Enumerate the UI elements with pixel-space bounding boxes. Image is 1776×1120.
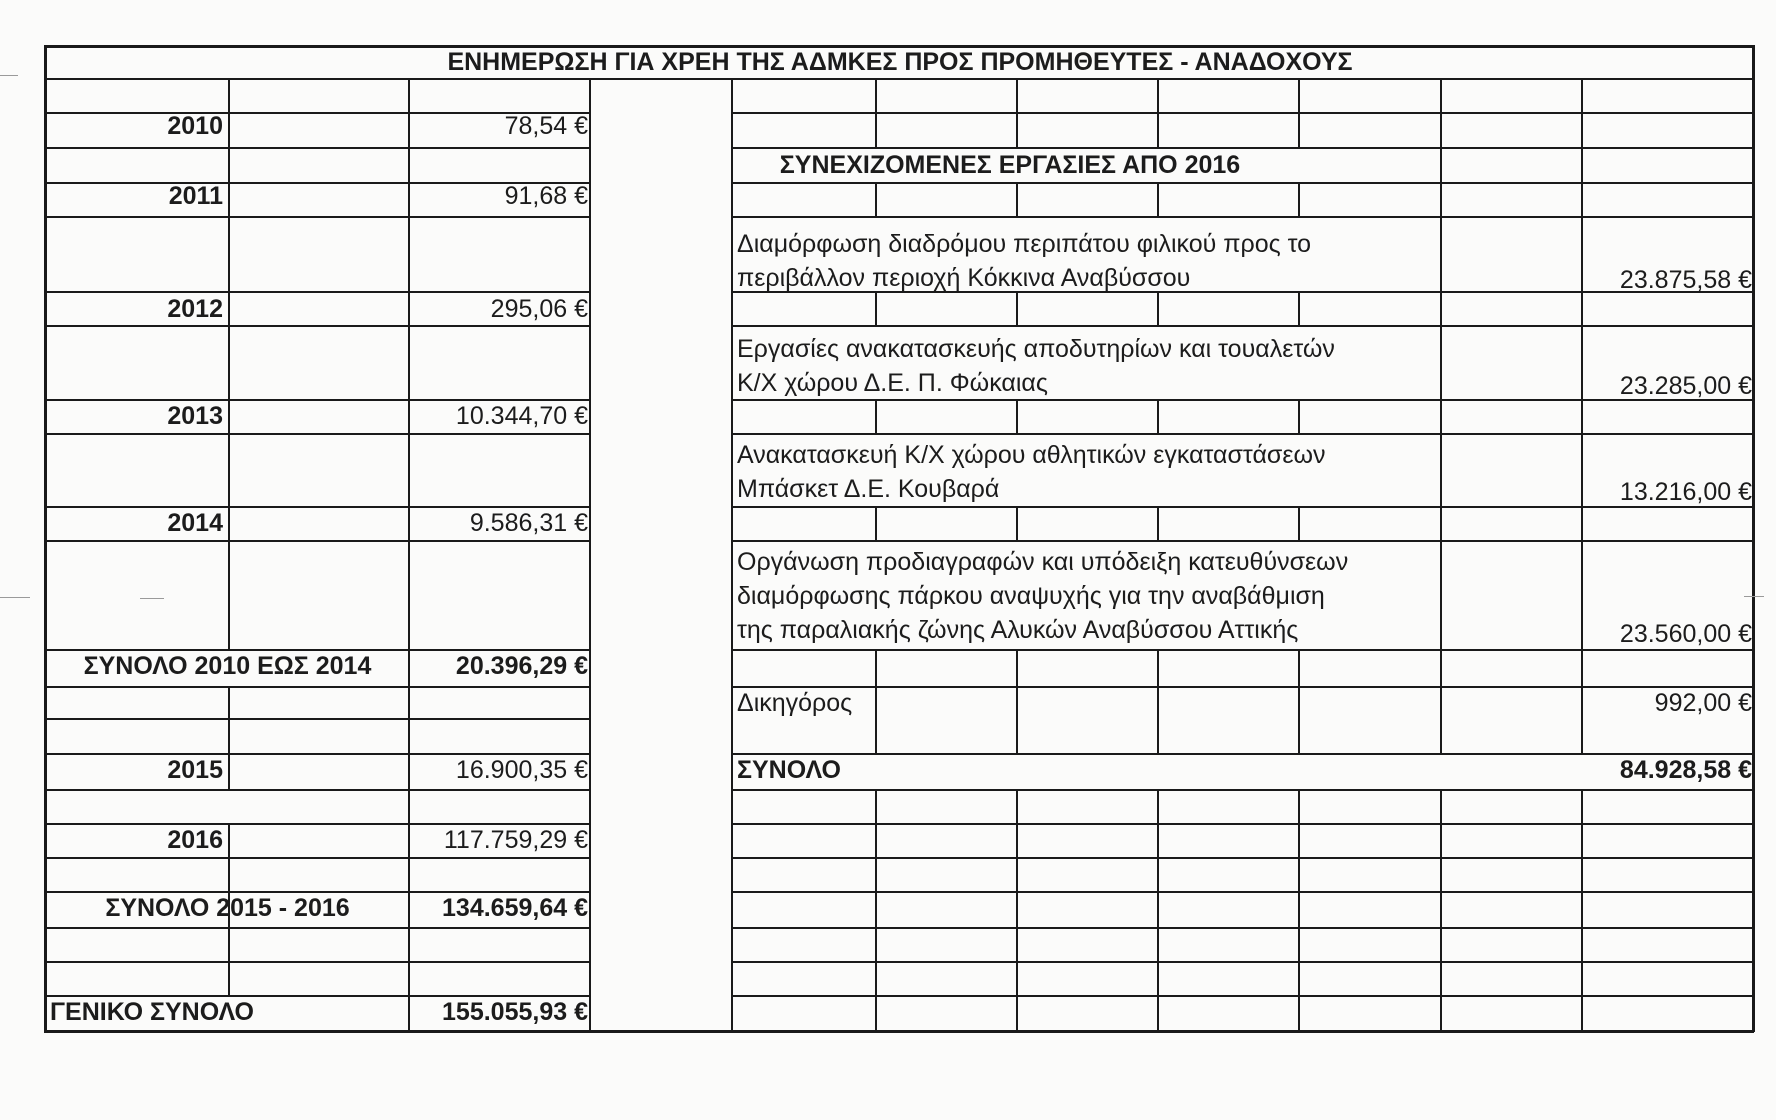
grand-total-label: ΓΕΝΙΚΟ ΣΥΝΟΛΟ: [50, 998, 254, 1026]
grid-line-v: [1440, 291, 1442, 325]
grid-line-h: [44, 147, 590, 149]
grid-line-h: [731, 891, 1754, 893]
grid-line-h: [731, 216, 1754, 218]
grid-line-h: [731, 112, 1754, 114]
work-item-2-description: Εργασίες ανακατασκευής αποδυτηρίων και τουαλετών Κ/Χ χώρου Δ.Ε. Π. Φώκαιας: [737, 335, 1335, 397]
grid-line-v: [1298, 291, 1300, 325]
grid-line-v: [1298, 649, 1300, 686]
grid-line-h: [44, 1030, 1754, 1033]
grid-line-h: [731, 433, 1754, 435]
grid-line-v: [228, 686, 230, 789]
grid-line-v: [1157, 78, 1159, 147]
year-2015: 2015: [167, 756, 223, 784]
right-total-amount: 84.928,58 €: [1619, 756, 1752, 784]
year-2014: 2014: [167, 509, 223, 537]
work-item-3-description: Ανακατασκευή Κ/Χ χώρου αθλητικών εγκαταστάσεων Μπάσκετ Δ.Ε. Κουβαρά: [737, 441, 1326, 503]
grid-line-h: [731, 325, 1754, 327]
grid-line-v: [1440, 182, 1442, 216]
scan-mark: [140, 598, 164, 599]
grid-line-v: [1440, 789, 1442, 1032]
grid-line-v: [875, 649, 877, 686]
grid-line-v: [1581, 649, 1583, 686]
grid-line-v: [1298, 399, 1300, 433]
grand-total-amount: 155.055,93 €: [442, 998, 588, 1026]
grid-line-v: [1581, 399, 1583, 433]
grid-line-h: [44, 216, 590, 218]
grid-line-v: [1581, 789, 1583, 1032]
grid-line-v: [1298, 78, 1300, 147]
amount-2013: 10.344,70 €: [455, 402, 588, 430]
year-2013: 2013: [167, 402, 223, 430]
lawyer-amount: 992,00 €: [1654, 689, 1752, 717]
grid-line-v: [1440, 147, 1442, 182]
grid-line-v: [731, 78, 733, 1032]
grid-line-v: [1157, 506, 1159, 540]
subtotal-2010-2014-label: ΣΥΝΟΛΟ 2010 ΕΩΣ 2014: [83, 652, 372, 680]
grid-line-v: [1581, 182, 1583, 216]
grid-line-v: [1157, 686, 1159, 753]
right-total-label: ΣΥΝΟΛΟ: [737, 756, 841, 784]
grid-line-v: [1298, 686, 1300, 753]
grid-line-h: [44, 686, 590, 688]
grid-line-v: [1298, 506, 1300, 540]
grid-line-v: [1016, 78, 1018, 147]
amount-2010: 78,54 €: [504, 112, 588, 140]
work-item-4-amount: 23.560,00 €: [1619, 620, 1752, 648]
grid-line-h: [44, 789, 590, 791]
subtotal-2015-2016-label: ΣΥΝΟΛΟ 2015 - 2016: [105, 894, 350, 922]
year-2016: 2016: [167, 826, 223, 854]
grid-line-h: [731, 995, 1754, 997]
grid-line-h: [44, 540, 590, 542]
grid-line-v: [1440, 506, 1442, 540]
grid-line-v: [875, 291, 877, 325]
year-2012: 2012: [167, 295, 223, 323]
grid-line-v: [875, 182, 877, 216]
grid-line-v: [1016, 182, 1018, 216]
subtotal-2015-2016-amount: 134.659,64 €: [442, 894, 588, 922]
work-item-4-description: Οργάνωση προδιαγραφών και υπόδειξη κατευθύνσεων διαμόρφωσης πάρκου αναψυχής για την αναβάθμιση της παραλιακής ζώνης Αλυκών Αναβύσσου Αττικής: [737, 548, 1349, 644]
grid-line-v: [875, 789, 877, 1032]
grid-line-v: [1016, 686, 1018, 753]
grid-line-v: [1157, 789, 1159, 1032]
work-item-3-amount: 13.216,00 €: [1619, 478, 1752, 506]
grid-line-h: [44, 718, 590, 720]
grid-line-v: [1440, 78, 1442, 147]
grid-line-v: [875, 506, 877, 540]
scan-mark: [0, 75, 18, 76]
grid-line-v: [1016, 789, 1018, 1032]
grid-line-v: [1157, 291, 1159, 325]
grid-line-v: [1298, 182, 1300, 216]
grid-line-h: [731, 823, 1754, 825]
year-2010: 2010: [167, 112, 223, 140]
grid-line-v: [875, 399, 877, 433]
grid-line-v: [1581, 506, 1583, 540]
grid-line-v: [1157, 649, 1159, 686]
amount-2012: 295,06 €: [490, 295, 588, 323]
amount-2011: 91,68 €: [504, 182, 588, 210]
grid-line-h: [44, 433, 590, 435]
table-title: ΕΝΗΜΕΡΩΣΗ ΓΙΑ ΧΡΕΗ ΤΗΣ ΑΔΜΚΕΣ ΠΡΟΣ ΠΡΟΜΗΘΕΥΤΕΣ - ΑΝΑΔΟΧΟΥΣ: [447, 48, 1353, 76]
grid-line-v: [1581, 147, 1583, 182]
grid-line-v: [408, 78, 410, 1032]
grid-line-v: [1016, 649, 1018, 686]
subtotal-2010-2014-amount: 20.396,29 €: [455, 652, 588, 680]
grid-line-h: [731, 857, 1754, 859]
ongoing-works-heading: ΣΥΝΕΧΙΖΟΜΕΝΕΣ ΕΡΓΑΣΙΕΣ ΑΠΟ 2016: [779, 151, 1241, 179]
grid-line-v: [1440, 399, 1442, 433]
amount-2015: 16.900,35 €: [455, 756, 588, 784]
grid-line-v: [1016, 291, 1018, 325]
amount-2016: 117.759,29 €: [443, 826, 588, 854]
grid-line-v: [589, 78, 591, 1032]
grid-line-v: [1016, 506, 1018, 540]
work-item-1-amount: 23.875,58 €: [1619, 266, 1752, 294]
grid-line-h: [44, 857, 590, 859]
year-2011: 2011: [168, 182, 223, 210]
grid-line-v: [1752, 45, 1755, 1032]
grid-line-h: [731, 182, 1754, 184]
lawyer-label: Δικηγόρος: [737, 689, 853, 717]
work-item-1-description: Διαμόρφωση διαδρόμου περιπάτου φιλικού προς το περιβάλλον περιοχή Κόκκινα Αναβύσσου: [737, 230, 1312, 292]
grid-line-h: [731, 540, 1754, 542]
grid-line-h: [44, 961, 590, 963]
grid-line-h: [731, 961, 1754, 963]
grid-line-h: [44, 927, 590, 929]
grid-line-v: [1157, 399, 1159, 433]
grid-line-h: [731, 789, 1754, 791]
scan-mark: [0, 597, 30, 598]
grid-line-v: [1581, 78, 1583, 147]
grid-line-v: [1440, 686, 1442, 753]
grid-line-h: [731, 927, 1754, 929]
grid-line-v: [228, 78, 230, 649]
grid-line-v: [1157, 182, 1159, 216]
scan-mark: [1744, 596, 1764, 597]
grid-line-v: [1298, 789, 1300, 1032]
grid-line-v: [1016, 399, 1018, 433]
amount-2014: 9.586,31 €: [469, 509, 588, 537]
grid-line-v: [1440, 649, 1442, 686]
grid-line-v: [875, 78, 877, 147]
work-item-2-amount: 23.285,00 €: [1619, 372, 1752, 400]
